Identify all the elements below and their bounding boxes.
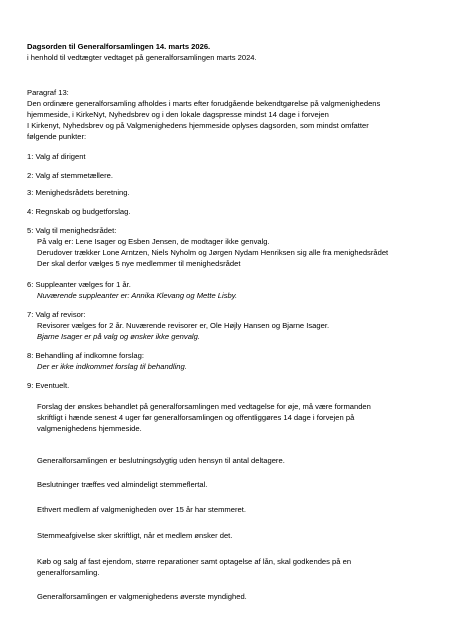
agenda-item-2: 2: Valg af stemmetællere. — [27, 171, 113, 180]
agenda-item-3: 3: Menighedsrådets beretning. — [27, 188, 130, 197]
agenda-item-8-detail: Der er ikke indkommet forslag til behandling. — [37, 362, 187, 371]
agenda-item-5-detail: På valg er: Lene Isager og Esben Jensen, de modtager ikke genvalg. — [37, 237, 270, 246]
agenda-item-1: 1: Valg af dirigent — [27, 152, 86, 161]
intro-line: Den ordinære generalforsamling afholdes i marts efter forudgående bekendtgørelse på valgmenighedens — [27, 99, 381, 108]
forslag-line: valgmenighedens hjemmeside. — [37, 424, 142, 433]
paragraph-stemmeafgivelse: Stemmeafgivelse sker skriftligt, når et medlem ønsker det. — [37, 531, 233, 540]
intro-line: følgende punkter: — [27, 132, 87, 141]
laan-line: generalforsamling. — [37, 568, 100, 577]
agenda-item-9: 9: Eventuelt. — [27, 381, 70, 390]
paragraph-beslutningsdygtig: Generalforsamlingen er beslutningsdygtig uden hensyn til antal deltagere. — [37, 456, 285, 465]
document-subtitle: i henhold til vedtægter vedtaget på generalforsamlingen marts 2024. — [27, 53, 257, 62]
document-title: Dagsorden til Generalforsamlingen 14. marts 2026. — [27, 42, 211, 51]
agenda-item-5-detail: Derudover trækker Lone Arntzen, Niels Nyholm og Jørgen Nydam Henriksen sig alle fra menighedsrådet — [37, 248, 389, 257]
laan-line: Køb og salg af fast ejendom, større reparationer samt optagelse af lån, skal godkendes på en — [37, 557, 352, 566]
paragraph-heading: Paragraf 13: — [27, 88, 69, 97]
paragraph-myndighed: Generalforsamlingen er valgmenighedens øverste myndighed. — [37, 592, 247, 601]
intro-line: hjemmeside, i KirkeNyt, Nyhedsbrev og i den lokale dagspresse mindst 14 dage i forvejen — [27, 110, 329, 119]
agenda-item-7-detail: Revisorer vælges for 2 år. Nuværende revisorer er, Ole Højly Hansen og Bjarne Isager. — [37, 321, 330, 330]
agenda-item-8: 8: Behandling af indkomne forslag: — [27, 351, 144, 360]
agenda-item-6: 6: Suppleanter vælges for 1 år. — [27, 280, 131, 289]
agenda-item-5: 5: Valg til menighedsrådet: — [27, 226, 117, 235]
agenda-item-4: 4: Regnskab og budgetforslag. — [27, 207, 131, 216]
agenda-item-6-detail: Nuværende suppleanter er: Annika Klevang og Mette Lisby. — [37, 291, 238, 300]
agenda-item-7: 7: Valg af revisor: — [27, 310, 86, 319]
agenda-item-5-detail: Der skal derfor vælges 5 nye medlemmer til menighedsrådet — [37, 259, 241, 268]
intro-line: I Kirkenyt, Nyhedsbrev og på Valgmenighedens hjemmeside oplyses dagsorden, som mindst omfatter — [27, 121, 369, 130]
paragraph-stemmeret: Ethvert medlem af valgmenigheden over 15 år har stemmeret. — [37, 505, 246, 514]
forslag-line: Forslag der ønskes behandlet på generalforsamlingen med vedtagelse for øje, må være formanden — [37, 402, 371, 411]
agenda-item-7-detail: Bjarne Isager er på valg og ønsker ikke genvalg. — [37, 332, 200, 341]
forslag-line: skriftligt i hænde senest 4 uger før generalforsamlingen og offentliggøres 14 dage i forvejen på — [37, 413, 355, 422]
paragraph-stemmeflertal: Beslutninger træffes ved almindeligt stemmeflertal. — [37, 480, 208, 489]
